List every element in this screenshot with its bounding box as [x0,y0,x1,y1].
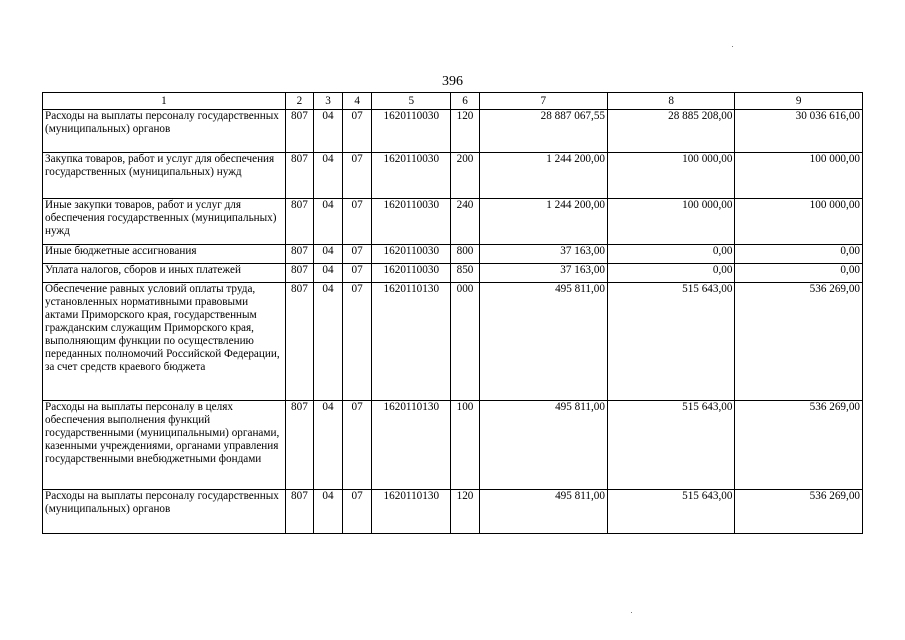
code-cell: 807 [285,199,313,245]
code-cell: 07 [343,153,372,199]
code-cell: 1620110030 [372,110,451,153]
code-cell: 1620110030 [372,153,451,199]
code-cell: 807 [285,153,313,199]
table-row [43,153,863,199]
code-cell: 07 [343,245,372,264]
page-number: 396 [442,74,463,89]
column-header-7: 7 [479,93,607,110]
amount-cell: 1 244 200,00 [479,199,607,245]
row-name: Иные бюджетные ассигнования [43,245,286,264]
amount-cell: 0,00 [608,264,735,283]
amount-cell: 515 643,00 [608,490,735,534]
code-cell: 07 [343,264,372,283]
amount-cell: 0,00 [735,264,863,283]
amount-cell: 536 269,00 [735,283,863,401]
column-header-4: 4 [343,93,372,110]
amount-cell: 37 163,00 [479,245,607,264]
table-row [43,490,863,534]
column-header-1: 1 [43,93,286,110]
amount-cell: 515 643,00 [608,283,735,401]
table-row [43,245,863,264]
amount-cell: 28 885 208,00 [608,110,735,153]
amount-cell: 0,00 [735,245,863,264]
table-row [43,110,863,153]
code-cell: 07 [343,283,372,401]
column-header-9: 9 [735,93,863,110]
amount-cell: 100 000,00 [608,199,735,245]
code-cell: 04 [313,245,342,264]
amount-cell: 515 643,00 [608,401,735,490]
table-row [43,283,863,401]
table-row [43,401,863,490]
amount-cell: 0,00 [608,245,735,264]
code-cell: 04 [313,110,342,153]
code-cell: 07 [343,110,372,153]
code-cell: 04 [313,153,342,199]
amount-cell: 100 000,00 [608,153,735,199]
code-cell: 200 [451,153,479,199]
column-header-6: 6 [451,93,479,110]
table-row [43,199,863,245]
scan-speck [631,612,632,613]
code-cell: 07 [343,490,372,534]
code-cell: 120 [451,110,479,153]
row-name: Расходы на выплаты персоналу государственных (муниципальных) органов [43,490,286,534]
code-cell: 240 [451,199,479,245]
amount-cell: 100 000,00 [735,199,863,245]
table-row [43,264,863,283]
column-header-8: 8 [608,93,735,110]
row-name: Уплата налогов, сборов и иных платежей [43,264,286,283]
amount-cell: 100 000,00 [735,153,863,199]
code-cell: 807 [285,264,313,283]
scan-speck [732,46,733,47]
code-cell: 07 [343,401,372,490]
code-cell: 807 [285,110,313,153]
code-cell: 07 [343,199,372,245]
amount-cell: 37 163,00 [479,264,607,283]
code-cell: 1620110130 [372,401,451,490]
code-cell: 04 [313,490,342,534]
row-name: Закупка товаров, работ и услуг для обеспечения государственных (муниципальных) нужд [43,153,286,199]
column-header-2: 2 [285,93,313,110]
amount-cell: 1 244 200,00 [479,153,607,199]
code-cell: 1620110030 [372,245,451,264]
code-cell: 04 [313,199,342,245]
column-header-3: 3 [313,93,342,110]
code-cell: 1620110130 [372,283,451,401]
code-cell: 04 [313,401,342,490]
row-name: Обеспечение равных условий оплаты труда, установленных нормативными правовыми актами Приморского края, государственным гражданским служащим Приморского края, выполняющим функции по осуществлению переданных полномочий Российской Федерации, за счет средств краевого бюджета [43,283,286,401]
amount-cell: 495 811,00 [479,283,607,401]
amount-cell: 28 887 067,55 [479,110,607,153]
header-row [43,93,863,110]
code-cell: 1620110130 [372,490,451,534]
code-cell: 800 [451,245,479,264]
code-cell: 807 [285,283,313,401]
code-cell: 850 [451,264,479,283]
amount-cell: 495 811,00 [479,490,607,534]
code-cell: 807 [285,401,313,490]
code-cell: 04 [313,264,342,283]
column-header-5: 5 [372,93,451,110]
code-cell: 807 [285,245,313,264]
amount-cell: 30 036 616,00 [735,110,863,153]
code-cell: 04 [313,283,342,401]
row-name: Расходы на выплаты персоналу в целях обеспечения выполнения функций государственными (муниципальными) органами, казенными учреждениями, органами управления государственными внебюджетными фондами [43,401,286,490]
row-name: Расходы на выплаты персоналу государственных (муниципальных) органов [43,110,286,153]
amount-cell: 536 269,00 [735,490,863,534]
budget-table [42,92,863,534]
code-cell: 000 [451,283,479,401]
amount-cell: 536 269,00 [735,401,863,490]
amount-cell: 495 811,00 [479,401,607,490]
code-cell: 120 [451,490,479,534]
code-cell: 807 [285,490,313,534]
row-name: Иные закупки товаров, работ и услуг для обеспечения государственных (муниципальных) нужд [43,199,286,245]
code-cell: 1620110030 [372,264,451,283]
code-cell: 1620110030 [372,199,451,245]
code-cell: 100 [451,401,479,490]
